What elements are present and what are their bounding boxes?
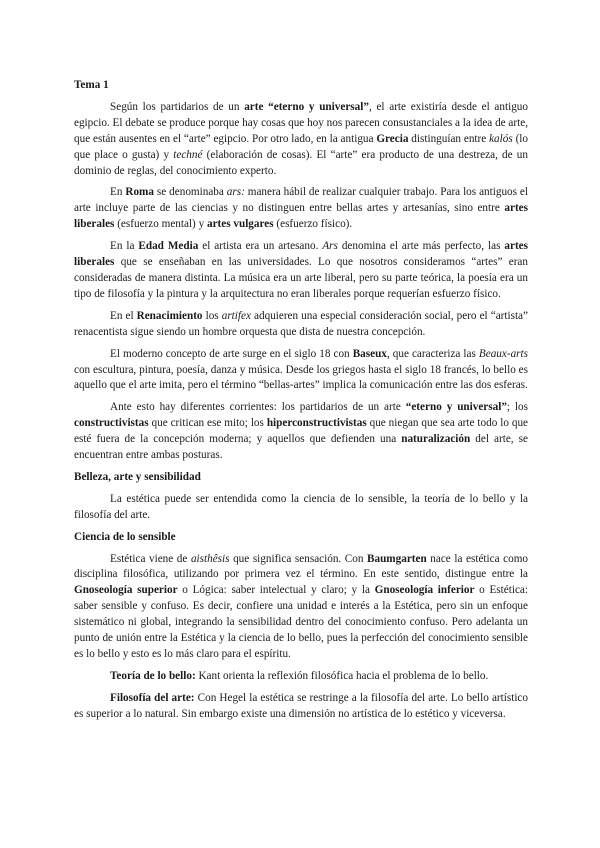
paragraph-filosofia-arte: Filosofía del arte: Con Hegel la estética se restringe a la filosofía del arte. Lo bello artístico es superior a lo natural. Sin embargo existe una dimensión no artística de lo estético y viceversa. bbox=[74, 691, 528, 720]
paragraph-baumgarten: Estética viene de aisthêsis que significa sensación. Con Baumgarten nace la estética como disciplina filosófica, utilizando por primera vez el término. En este sentido, distingue entre la Gnoseología superior o Lógica: saber intelectual y claro; y la Gnoseología inferior o Estética: saber sensible y confuso. Es decir, confiere una unidad e interés a la Estética, pero sin un enfoque sistemático ni global, integrando la sensibilidad dentro del conocimiento confuso. Pero adelanta un punto de unión entre la Estética y la ciencia de lo bello, pues la perfección del conocimiento sensible es lo bello y esto es lo más claro para el espíritu. bbox=[74, 552, 528, 660]
paragraph-arte-eterno: Según los partidarios de un arte “eterno y universal”, el arte existiría desde el antiguo egipcio. El debate se produce porque hay cosas que hoy nos parecen consustanciales a la idea de arte, que están ausentes en el “arte” egipcio. Por otro lado, en la antigua Grecia distinguían entre kalós (lo que place o gusta) y techné (elaboración de cosas). El “arte” era producto de una destreza, de un dominio de reglas, del conocimiento experto. bbox=[74, 100, 528, 177]
section-heading-belleza: Belleza, arte y sensibilidad bbox=[74, 470, 201, 483]
paragraph-edad-media: En la Edad Media el artista era un artesano. Ars denomina el arte más perfecto, las artes liberales que se enseñaban en las universidades. Lo que nosotros consideramos “artes” eran consideradas de manera distinta. La música era un arte liberal, pero su parte teórica, la poesía era un tipo de filosofía y la pintura y la arquitectura no eran liberales porque requerían esfuerzo físico. bbox=[74, 240, 528, 300]
section-heading-tema-1: Tema 1 bbox=[74, 79, 109, 91]
paragraph-estetica-definicion: La estética puede ser entendida como la ciencia de lo sensible, la teoría de lo bello y la filosofía del arte. bbox=[74, 492, 528, 521]
paragraph-renacimiento: En el Renacimiento los artifex adquieren una especial consideración social, pero el “artista” renacentista sigue siendo un hombre orquesta que dista de nuestra concepción. bbox=[74, 309, 528, 338]
section-heading-ciencia-sensible: Ciencia de lo sensible bbox=[74, 530, 176, 543]
paragraph-corrientes: Ante esto hay diferentes corrientes: los partidarios de un arte “eterno y universal”; los constructivistas que critican ese mito; los hiperconstructivistas que niegan que sea arte todo lo que esté fuera de la concepción moderna; y aquellos que defienden una naturalización del arte, se encuentran entre ambas posturas. bbox=[74, 401, 529, 462]
paragraph-concepto-moderno: El moderno concepto de arte surge en el siglo 18 con Baseux, que caracteriza las Beaux-arts con escultura, pintura, poesía, danza y música. Desde los griegos hasta el siglo 18 francés, lo bello es aquello que el arte imita, pero el término “bellas-artes” implica la comunicación entre las dos esferas. bbox=[74, 347, 528, 392]
paragraph-roma: En Roma se denominaba ars: manera hábil de realizar cualquier trabajo. Para los antiguos el arte incluye parte de las ciencias y no distinguen entre bellas artes y artesanías, sino entre artes liberales (esfuerzo mental) y artes vulgares (esfuerzo físico). bbox=[74, 186, 528, 231]
paragraph-teoria-bello: Teoría de lo bello: Kant orienta la reflexión filosófica hacia el problema de lo bello. bbox=[110, 669, 489, 682]
